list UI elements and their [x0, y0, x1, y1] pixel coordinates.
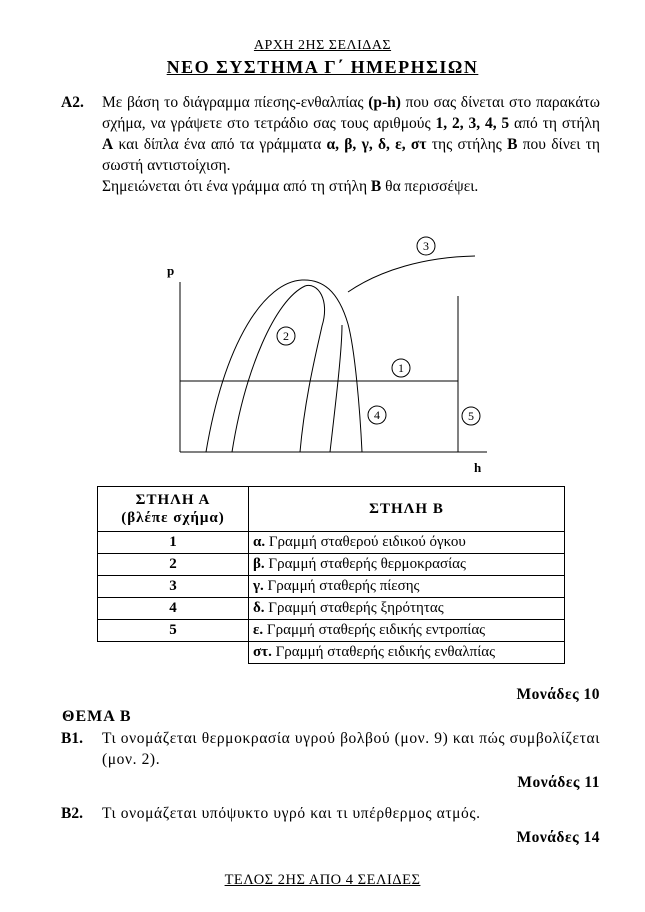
column-b-cell: [249, 532, 565, 554]
a2-bold-part: 1, 2, 3, 4, 5: [435, 115, 510, 132]
a2-text-part: που σας δίνεται στο παρακάτω σχήμα, να γράψετε στο τετράδιο σας τους αριθμούς: [102, 94, 600, 132]
pressure-enthalpy-diagram: [150, 228, 500, 478]
option-text: Γραμμή σταθερής πίεσης: [263, 578, 420, 594]
page-header-start: ΑΡΧΗ 2ΗΣ ΣΕΛΙΔΑΣ: [253, 38, 392, 53]
marks-b1: Μονάδες 11: [517, 774, 600, 791]
x-axis-label: h: [474, 460, 482, 475]
column-a-subtitle: (βλέπε σχήμα): [121, 510, 225, 526]
column-b-cell: [249, 598, 565, 620]
option-letter: στ.: [253, 644, 272, 660]
option-text: Γραμμή σταθερής ξηρότητας: [264, 600, 444, 616]
a2-bold-part: α, β, γ, δ, ε, στ: [326, 136, 427, 153]
a2-bold-part: (p-h): [368, 94, 401, 111]
column-a-cell: 1: [98, 532, 249, 554]
option-text: Γραμμή σταθερού ειδικού όγκου: [265, 534, 466, 550]
a2-text-part: της στήλης: [426, 136, 508, 153]
page-footer: ΤΕΛΟΣ 2ΗΣ ΑΠΟ 4 ΣΕΛΙΔΕΣ: [224, 872, 421, 888]
curve-3-line: [348, 256, 475, 292]
table-row: [98, 620, 565, 642]
option-letter: γ.: [253, 578, 264, 594]
question-b1: [62, 728, 600, 770]
exam-system-title: ΝΕΟ ΣΥΣΤΗΜΑ Γ΄ ΗΜΕΡΗΣΙΩΝ: [166, 57, 479, 77]
table-row: [98, 532, 565, 554]
option-letter: ε.: [253, 622, 264, 638]
table-header-row: [98, 487, 565, 532]
column-b-cell: [249, 554, 565, 576]
question-a2-text: [102, 92, 600, 176]
column-a-cell: 4: [98, 598, 249, 620]
matching-table: [97, 486, 565, 664]
a2-text-part: από τη στήλη: [509, 115, 600, 132]
a2-text-part: Με βάση το διάγραμμα πίεσης-ενθαλπίας: [102, 94, 369, 111]
column-a-cell: 5: [98, 620, 249, 642]
table-row: [98, 642, 565, 664]
a2-note-bold: Β: [370, 178, 382, 195]
column-b-header: ΣΤΗΛΗ Β: [249, 487, 565, 532]
option-text: Γραμμή σταθερής ειδικής εντροπίας: [263, 622, 486, 638]
column-a-cell: 3: [98, 576, 249, 598]
column-b-cell: [249, 620, 565, 642]
marker-label-5: 5: [468, 409, 474, 423]
marker-label-2: 2: [283, 329, 289, 343]
question-b2: [62, 803, 600, 824]
a2-text-part: που δίνει τη σωστή αντιστοίχιση.: [102, 136, 600, 174]
marks-b2: Μονάδες 14: [516, 829, 600, 846]
column-a-cell: 2: [98, 554, 249, 576]
question-number-b2: Β2.: [61, 805, 83, 822]
option-letter: β.: [253, 556, 265, 572]
marks-a2: Μονάδες 10: [516, 686, 600, 703]
marker-label-1: 1: [398, 361, 404, 375]
question-b1-text: Τι ονομάζεται θερμοκρασία υγρού βολβού (μον. 9) και πώς συμβολίζεται (μον. 2).: [102, 730, 600, 768]
a2-bold-part: Α: [102, 136, 114, 153]
column-a-title: ΣΤΗΛΗ Α: [135, 492, 211, 508]
table-row: [98, 576, 565, 598]
question-b2-text: Τι ονομάζεται υπόψυκτο υγρό και τι υπέρθερμος ατμός.: [102, 805, 481, 822]
a2-text-part: και δίπλα ένα από τα γράμματα: [113, 136, 327, 153]
curve-2-line: [232, 285, 325, 452]
marker-label-3: 3: [423, 239, 429, 253]
column-b-cell: [249, 576, 565, 598]
marker-label-4: 4: [374, 408, 380, 422]
question-number-b1: Β1.: [61, 730, 83, 747]
a2-bold-part: Β: [507, 136, 518, 153]
option-letter: α.: [253, 534, 266, 550]
option-letter: δ.: [253, 600, 265, 616]
a2-note-part: θα περισσέψει.: [381, 178, 479, 195]
table-row: [98, 598, 565, 620]
question-a2-note: [102, 176, 600, 197]
curve-4-line: [330, 325, 342, 452]
option-text: Γραμμή σταθερής ειδικής ενθαλπίας: [271, 644, 496, 660]
saturation-dome-curve: [206, 280, 362, 452]
question-a2: [62, 92, 600, 197]
option-text: Γραμμή σταθερής θερμοκρασίας: [264, 556, 466, 572]
column-b-cell: [249, 642, 565, 664]
theme-b-heading: ΘΕΜΑ Β: [62, 708, 132, 725]
column-a-cell-empty: [98, 642, 249, 664]
a2-note-part: Σημειώνεται ότι ένα γράμμα από τη στήλη: [102, 178, 371, 195]
y-axis-label: p: [167, 263, 175, 278]
column-a-header: [98, 487, 249, 532]
table-row: [98, 554, 565, 576]
question-number-a2: Α2.: [61, 94, 84, 111]
